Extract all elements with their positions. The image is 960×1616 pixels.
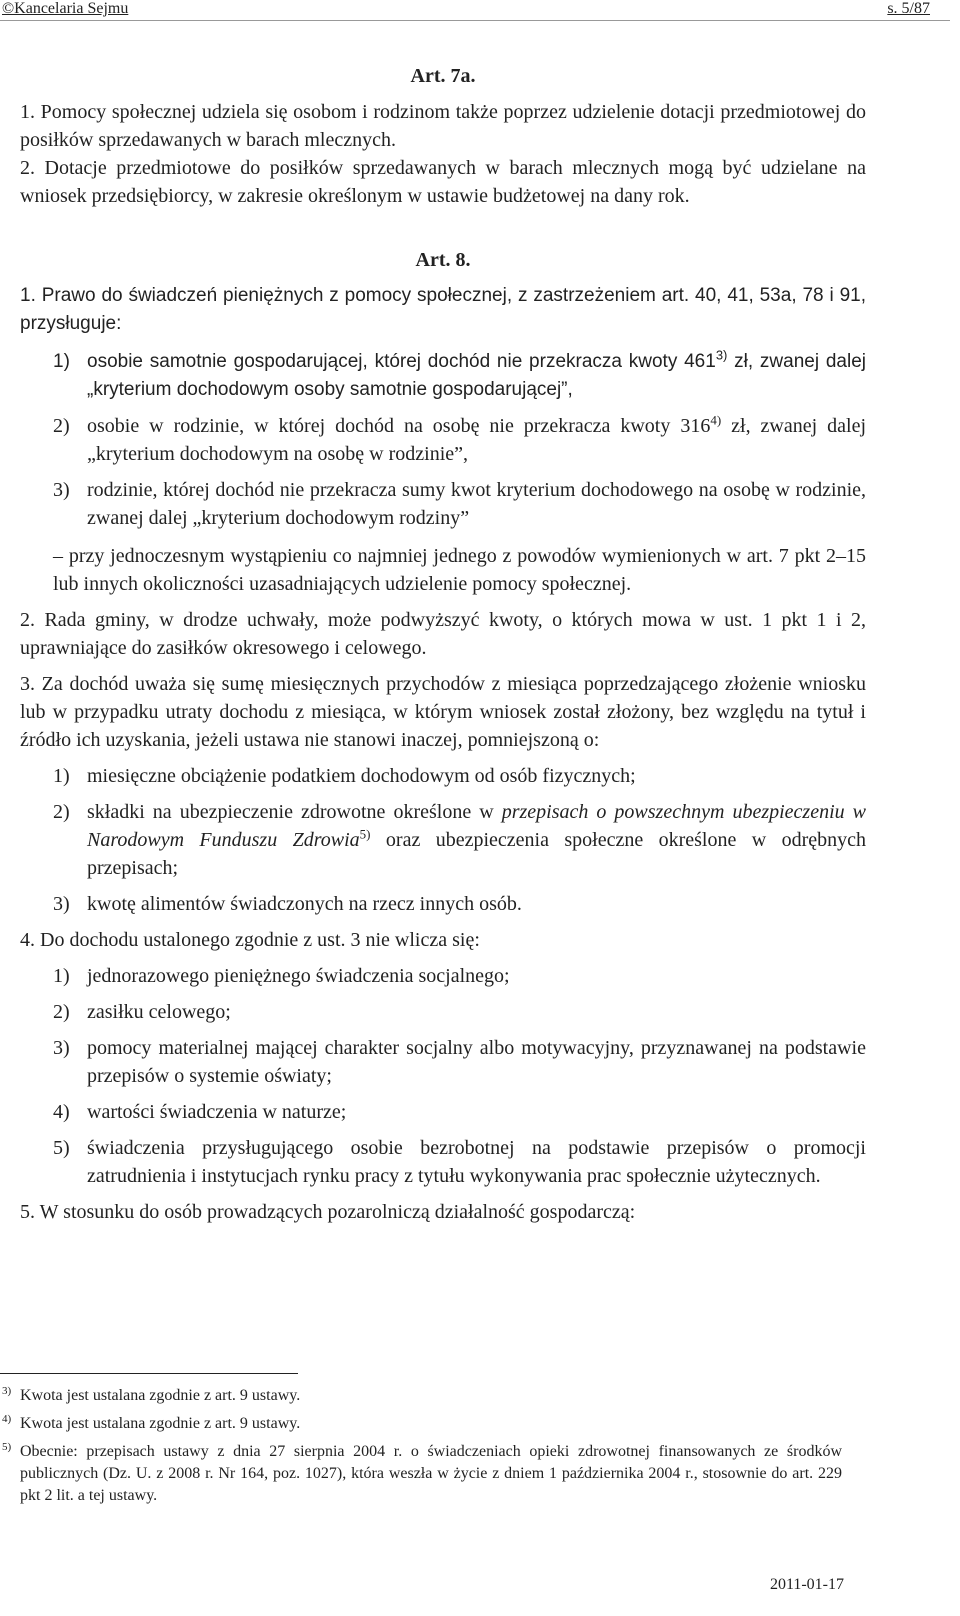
item-text: miesięczne obciążenie podatkiem dochodowym od osób fizycznych; <box>87 765 636 787</box>
article-8-p4-item-1 <box>20 962 866 990</box>
item-text: wartości świadczenia w naturze; <box>87 1101 347 1123</box>
item-number: 2) <box>53 1001 70 1023</box>
item-text: świadczenia przysługującego osobie bezrobotnej na podstawie przepisów o promocji zatrudnienia i instytucjach rynku pracy z tytułu wykonywania prac społecznie użytecznych. <box>87 1137 866 1187</box>
document-date: 2011-01-17 <box>769 1576 844 1593</box>
article-8-p1-item-3 <box>20 476 866 532</box>
footnote-5: 5) Obecnie: przepisach ustawy z dnia 27 sierpnia 2004 r. o świadczeniach opieki zdrowotnej finansowanych ze środków publicznych (Dz. U. z 2008 r. Nr 164, poz. 1027), która weszła w życie z dniem 1 października 2004 r., stosownie do art. 229 pkt 2 lit. a tej ustawy. <box>2 1441 842 1504</box>
article-8-paragraph-5: 5. W stosunku do osób prowadzących pozarolniczą działalność gospodarczą: <box>20 1201 636 1223</box>
article-7a-title: Art. 7a. <box>410 65 476 87</box>
article-7a-paragraph-2: 2. Dotacje przedmiotowe do posiłków sprzedawanych w barach mlecznych mogą być udzielane na wniosek przedsiębiorcy, w zakresie określonym w ustawie budżetowej na dany rok. <box>20 157 866 207</box>
item-number: 3) <box>53 893 70 915</box>
footnote-ref-3[interactable]: 3) <box>715 347 728 363</box>
item-number: 2) <box>53 415 70 437</box>
item-text: kwotę alimentów świadczonych na rzecz innych osób. <box>87 893 522 915</box>
item-text: osobie samotnie gospodarującej, której dochód nie przekracza kwoty 461$^{3)}$ zł, zwanej dalej „kryterium dochodowym osoby samotnie gospodarującej”, <box>87 347 866 400</box>
item-number: 3) <box>53 1037 70 1059</box>
article-8-title: Art. 8. <box>415 249 471 271</box>
article-8-p4-item-2 <box>20 998 866 1026</box>
item-number: 5) <box>53 1137 70 1159</box>
item-text: pomocy materialnej mającej charakter socjalny albo motywacyjny, przyznawanej na podstawie przepisów o systemie oświaty; <box>87 1037 866 1087</box>
article-7a-paragraph-1: 1. Pomocy społecznej udziela się osobom i rodzinom także poprzez udzielenie dotacji przedmiotowej do posiłków sprzedawanych w barach mlecznych. <box>20 101 866 151</box>
item-text: rodzinie, której dochód nie przekracza sumy kwot kryterium dochodowego na osobę w rodzinie, zwanej dalej „kryterium dochodowym rodziny” <box>87 479 866 529</box>
article-8-p3-item-1 <box>20 762 866 790</box>
footnote-ref-4[interactable]: 4) <box>710 412 722 428</box>
item-text: jednorazowego pieniężnego świadczenia socjalnego; <box>87 965 510 987</box>
italic-law-reference: przepisach o powszechnym ubezpieczeniu w Narodowym Funduszu Zdrowia <box>87 801 866 851</box>
footnote-3: 3) Kwota jest ustalana zgodnie z art. 9 ustawy. <box>2 1385 301 1404</box>
item-text: osobie w rodzinie, w której dochód na osobę nie przekracza kwoty 316$^{4)}$ zł, zwanej dalej „kryterium dochodowym na osobę w rodzinie”, <box>87 412 866 465</box>
item-text: składki na ubezpieczenie zdrowotne określone w przepisach o powszechnym ubezpieczeniu w Narodowym Funduszu Zdrowia$^{5)}$ oraz ubezpieczenia społeczne określone w odrębnych przepisach; <box>87 801 866 879</box>
item-text: zasiłku celowego; <box>87 1001 231 1023</box>
item-number: 2) <box>53 801 70 823</box>
item-number: 1) <box>53 351 70 372</box>
footnotes <box>2 1385 842 1513</box>
article-8-paragraph-3-intro: 3. Za dochód uważa się sumę miesięcznych przychodów z miesiąca poprzedzającego złożenie wniosku lub w przypadku utraty dochodu z miesiąca, w którym wniosek został złożony, bez względu na tytuł i źródło ich uzyskania, jeżeli ustawa nie stanowi inaczej, pomniejszoną o: <box>20 673 866 751</box>
article-8-p3-item-3 <box>20 890 866 918</box>
footnote-ref-5[interactable]: 5) <box>359 826 371 842</box>
article-8-p4-item-4 <box>20 1098 866 1126</box>
article-8-p1-item-1 <box>20 348 866 404</box>
item-number: 1) <box>53 965 70 987</box>
article-8-paragraph-4-intro: 4. Do dochodu ustalonego zgodnie z ust. 3 nie wlicza się: <box>20 929 480 951</box>
article-8-paragraph-1-intro: 1. Prawo do świadczeń pieniężnych z pomocy społecznej, z zastrzeżeniem art. 40, 41, 53a, 78 i 91, przysługuje: <box>20 285 866 334</box>
article-8-p1-item-2 <box>20 412 866 468</box>
article-8-p4-item-3 <box>20 1034 866 1090</box>
item-number: 1) <box>53 765 70 787</box>
header-page-number: s. 5/87 <box>887 0 930 17</box>
article-8-p3-item-2 <box>20 798 866 882</box>
document-body <box>20 62 866 1226</box>
article-8-paragraph-2: 2. Rada gminy, w drodze uchwały, może podwyższyć kwoty, o których mowa w ust. 1 pkt 1 i 2, uprawniające do zasiłków okresowego i celowego. <box>20 609 866 659</box>
header-source: ©Kancelaria Sejmu <box>2 0 129 17</box>
header-divider <box>0 20 950 21</box>
footnote-4: 4) Kwota jest ustalana zgodnie z art. 9 ustawy. <box>2 1413 301 1432</box>
item-number: 4) <box>53 1101 70 1123</box>
article-8-p1-tail: – przy jednoczesnym wystąpieniu co najmniej jednego z powodów wymienionych w art. 7 pkt 2–15 lub innych okoliczności uzasadniających udzielenie pomocy społecznej. <box>53 545 866 595</box>
item-number: 3) <box>53 479 70 501</box>
article-8-p4-item-5 <box>20 1134 866 1190</box>
footnote-divider <box>0 1373 298 1374</box>
